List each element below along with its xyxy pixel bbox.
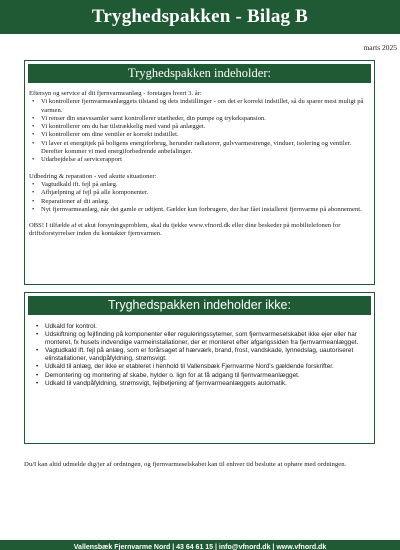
excludes-item: • Udkald til vandpåfyldning, strømsvigt, fejlbetjening af fjernvarmeanlæggets automatik.: [33, 380, 368, 388]
repair-item: • Nyt fjernvarmeanlæg, når det gamle er udtjent. Gælder kun forbrugere, der har fået installeret fjernvarme på abonnement.: [29, 206, 368, 214]
page-title: Tryghedspakken - Bilag B: [91, 6, 309, 27]
obs-note: OBS! I tilfælde af et akut forsyningsproblem, skal du tjekke www.vfnord.dk eller dine beskeder på mobiltelefonen for driftsforstyrrelser inden du kontakter fjernvarmen.: [29, 222, 341, 238]
service-item: • Vi kontrollerer fjernvarmeanlæggets tilstand og dets indstillinger - om det er korrekt indstillet, så du sparer mest muligt på varmen.: [29, 98, 368, 115]
excludes-item: • Udkald for kontrol.: [33, 323, 368, 331]
service-item: • Vi renser din snavssamler samt kontrollerer utætheder, din pumpe og trykekspansion.: [29, 115, 368, 123]
service-intro: Eftersyn og service af dit fjernvarmeanlæg - foretages hvert 3. år:: [29, 90, 202, 97]
service-item: • Vi kontrollerer om du har tilstrækkelig med vand på anlægget.: [29, 123, 368, 131]
excludes-item: • Udkald til anlæg, der ikke er etableret i henhold til Vallensbæk Fjernvarme Nord's gældende forskrifter.: [33, 363, 368, 371]
header-bar: [0, 0, 400, 34]
footer-note: Du/I kan altid udmelde dig/jer af ordningen, og fjernvarmeselskabet kan til enhver tid beslutte at ophøre med ordningen.: [24, 461, 347, 468]
excludes-item: • Demontering og montering af skabe, hylder o. lign for at få adgang til fjernvarmeanlægget.: [33, 372, 368, 380]
repair-item: • Reparationer af dit anlæg.: [29, 198, 368, 206]
repair-list: [29, 181, 368, 214]
excludes-body: [25, 318, 374, 388]
includes-box: [24, 60, 375, 285]
excludes-item: • Udskiftning og fejlfinding på komponenter eller reguleringssytemer, som fjernvarmeselskabet ikke ejer eller har monteret, fx husets indvendige varmeinstallationer, der er monteret efter afgangssiden fra fjernvarmeanlægget.: [33, 331, 368, 347]
excludes-list: [33, 323, 368, 388]
document-date: marts 2025: [363, 43, 397, 52]
repair-intro: Udbedring & reparation - ved akutte situationer:: [29, 172, 157, 180]
excludes-heading: Tryghedspakken indeholder ikke:: [28, 296, 371, 315]
excludes-box: [24, 292, 375, 444]
includes-body: [25, 86, 374, 239]
footer-contact-text: Vallensbæk Fjernvarme Nord | 43 64 61 15 | info@vfnord.dk | www.vfnord.dk: [73, 544, 327, 550]
service-item: • Vi laver et energitjek på boligens energiforbrug, herunder radiatorer, gulvvarmestrenge, vinduer, isolering og ventiler. Derefter kommer vi med energiforbedrende anbefalinger.: [29, 140, 368, 157]
repair-item: • Afhjælpning af fejl på alle komponenter.: [29, 189, 368, 197]
includes-heading: Tryghedspakken indeholder:: [28, 64, 371, 83]
footer-bar: [0, 540, 400, 550]
service-item: • Vi kontrollerer om dine ventiler er korrekt indstillet.: [29, 131, 368, 139]
excludes-item: • Vagtudkald ift. fejl på anlæg, som er forårsaget af hærværk, brand, frost, vandskade, lynnedslag, uautoriseret elinstallationer, vandpåfyldning, strømsvigt.: [33, 347, 368, 363]
service-list: [29, 98, 368, 164]
repair-item: • Vagtudkald ift. fejl på anlæg.: [29, 181, 368, 189]
service-item: • Udarbejdelse af servicerapport: [29, 156, 368, 164]
